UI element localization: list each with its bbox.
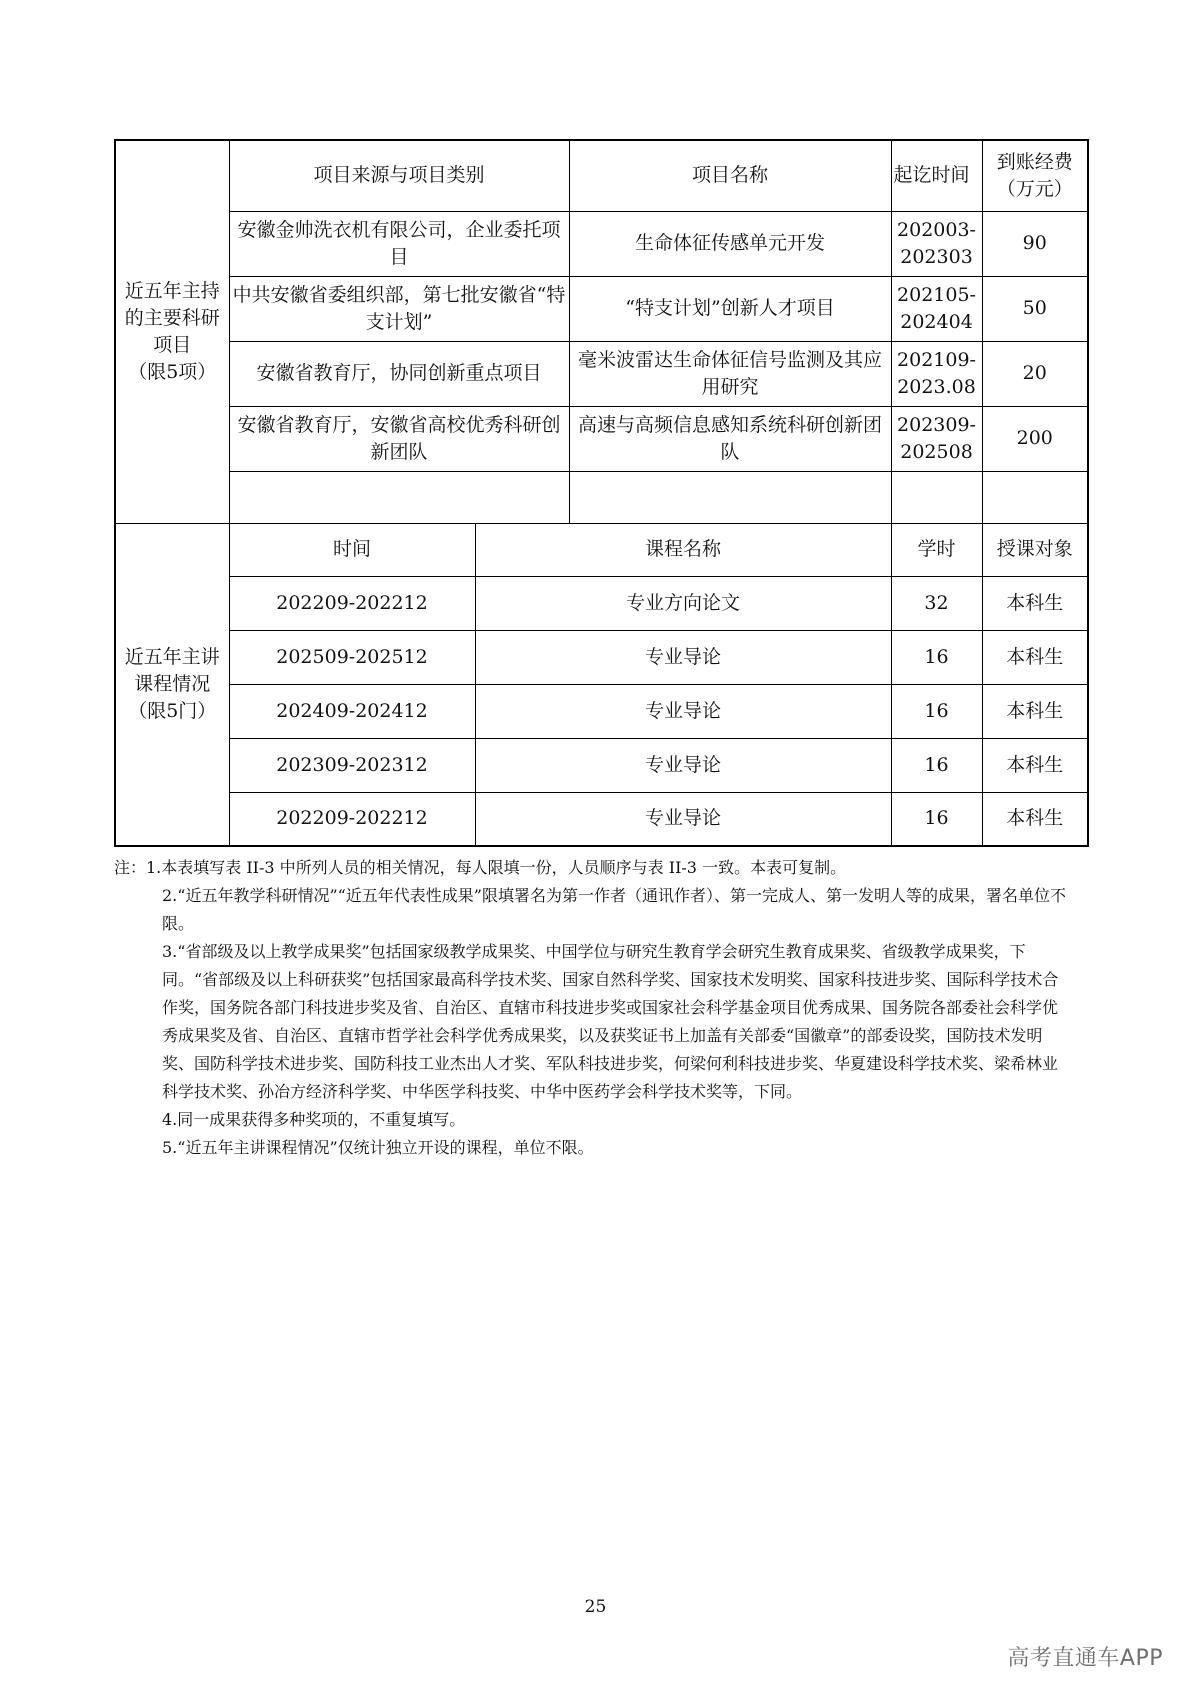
project-name-cell: 高速与高频信息感知系统科研创新团队 bbox=[569, 406, 891, 471]
table-row bbox=[115, 792, 1088, 846]
table-row bbox=[115, 630, 1088, 684]
table-row-empty bbox=[115, 471, 1088, 523]
courses-label-line: 课程情况 bbox=[134, 672, 211, 695]
header-project-period: 起讫时间 bbox=[891, 140, 982, 211]
header-project-source: 项目来源与项目类别 bbox=[229, 140, 569, 211]
course-time-cell: 202509-202512 bbox=[229, 630, 475, 684]
table-row bbox=[115, 406, 1088, 471]
project-period-cell: 202105-202404 bbox=[891, 276, 982, 341]
course-audience-cell: 本科生 bbox=[982, 738, 1088, 792]
projects-label-line: 的主要科研 bbox=[124, 306, 220, 329]
project-source-cell: 安徽金帅洗衣机有限公司，企业委托项目 bbox=[229, 211, 569, 276]
course-hours-cell: 16 bbox=[891, 738, 982, 792]
empty-cell bbox=[229, 471, 569, 523]
course-hours-cell: 32 bbox=[891, 576, 982, 630]
course-name-cell: 专业导论 bbox=[475, 630, 891, 684]
project-funding-cell: 20 bbox=[982, 341, 1088, 406]
projects-label-line: （限5项） bbox=[128, 360, 217, 383]
course-hours-cell: 16 bbox=[891, 792, 982, 846]
project-name-cell: “特支计划”创新人才项目 bbox=[569, 276, 891, 341]
note-1: 注：1.本表填写表 II-3 中所列人员的相关情况，每人限填一份，人员顺序与表 II-3 一致。本表可复制。 bbox=[114, 858, 847, 877]
course-time-cell: 202409-202412 bbox=[229, 684, 475, 738]
watermark: 高考直通车APP bbox=[1007, 1646, 1163, 1671]
note-3: 3.“省部级及以上教学成果奖”包括国家级教学成果奖、中国学位与研究生教育学会研究生教育成果奖、省级教学成果奖，下同。“省部级及以上科研获奖”包括国家最高科学技术奖、国家自然科学奖、国家技术发明奖、国家科技进步奖、国际科学技术合作奖，国务院各部门科技进步奖及省、自治区、直辖市科技进步奖或国家社会科学基金项目优秀成果、国务院各部委社会科学优秀成果奖及省、自治区、直辖市哲学社会科学优秀成果奖，以及获奖证书上加盖有关部委“国徽章”的部委设奖，国防技术发明奖、国防科学技术进步奖、国防科技工业杰出人才奖、军队科技进步奖，何梁何利科技进步奖、华夏建设科学技术奖、梁希林业科学技术奖、孙冶方经济科学奖、中华医学科技奖、中华中医药学会科学技术奖等，下同。 bbox=[162, 942, 1059, 1101]
course-time-cell: 202209-202212 bbox=[229, 792, 475, 846]
course-name-cell: 专业方向论文 bbox=[475, 576, 891, 630]
course-audience-cell: 本科生 bbox=[982, 630, 1088, 684]
table-row bbox=[115, 341, 1088, 406]
projects-label-line: 近五年主持 bbox=[124, 279, 220, 302]
project-funding-cell: 50 bbox=[982, 276, 1088, 341]
courses-label-line: 近五年主讲 bbox=[124, 645, 220, 668]
project-source-cell: 安徽省教育厅，协同创新重点项目 bbox=[229, 341, 569, 406]
empty-cell bbox=[569, 471, 891, 523]
table-row bbox=[115, 576, 1088, 630]
header-course-name: 课程名称 bbox=[475, 523, 891, 576]
project-source-cell: 中共安徽省委组织部，第七批安徽省“特支计划” bbox=[229, 276, 569, 341]
projects-section-label bbox=[115, 140, 229, 523]
header-course-time: 时间 bbox=[229, 523, 475, 576]
header-project-funding: 到账经费（万元） bbox=[982, 140, 1088, 211]
project-name-cell: 毫米波雷达生命体征信号监测及其应用研究 bbox=[569, 341, 891, 406]
project-funding-cell: 90 bbox=[982, 211, 1088, 276]
page-number: 25 bbox=[584, 1597, 607, 1617]
courses-label-line: （限5门） bbox=[128, 699, 217, 722]
table-row bbox=[115, 738, 1088, 792]
course-name-cell: 专业导论 bbox=[475, 792, 891, 846]
note-4: 4.同一成果获得多种奖项的，不重复填写。 bbox=[162, 1110, 466, 1129]
note-2: 2.“近五年教学科研情况”“近五年代表性成果”限填署名为第一作者（通讯作者）、第一完成人、第一发明人等的成果，署名单位不限。 bbox=[162, 886, 1066, 933]
course-audience-cell: 本科生 bbox=[982, 576, 1088, 630]
project-period-cell: 202003-202303 bbox=[891, 211, 982, 276]
header-course-hours: 学时 bbox=[891, 523, 982, 576]
teacher-info-table bbox=[114, 139, 1089, 847]
course-hours-cell: 16 bbox=[891, 630, 982, 684]
course-name-cell: 专业导论 bbox=[475, 738, 891, 792]
project-period-cell: 202309-202508 bbox=[891, 406, 982, 471]
courses-section-label bbox=[115, 523, 229, 846]
course-audience-cell: 本科生 bbox=[982, 792, 1088, 846]
empty-cell bbox=[891, 471, 982, 523]
course-time-cell: 202209-202212 bbox=[229, 576, 475, 630]
note-5: 5.“近五年主讲课程情况”仅统计独立开设的课程，单位不限。 bbox=[162, 1138, 594, 1157]
header-course-audience: 授课对象 bbox=[982, 523, 1088, 576]
project-funding-cell: 200 bbox=[982, 406, 1088, 471]
table-notes bbox=[114, 854, 1069, 1162]
header-project-name: 项目名称 bbox=[569, 140, 891, 211]
projects-label-line: 项目 bbox=[153, 333, 192, 356]
course-audience-cell: 本科生 bbox=[982, 684, 1088, 738]
course-time-cell: 202309-202312 bbox=[229, 738, 475, 792]
project-source-cell: 安徽省教育厅，安徽省高校优秀科研创新团队 bbox=[229, 406, 569, 471]
empty-cell bbox=[982, 471, 1088, 523]
course-hours-cell: 16 bbox=[891, 684, 982, 738]
project-name-cell: 生命体征传感单元开发 bbox=[569, 211, 891, 276]
course-name-cell: 专业导论 bbox=[475, 684, 891, 738]
table-row bbox=[115, 211, 1088, 276]
table-row bbox=[115, 684, 1088, 738]
project-period-cell: 202109-2023.08 bbox=[891, 341, 982, 406]
table-row bbox=[115, 276, 1088, 341]
